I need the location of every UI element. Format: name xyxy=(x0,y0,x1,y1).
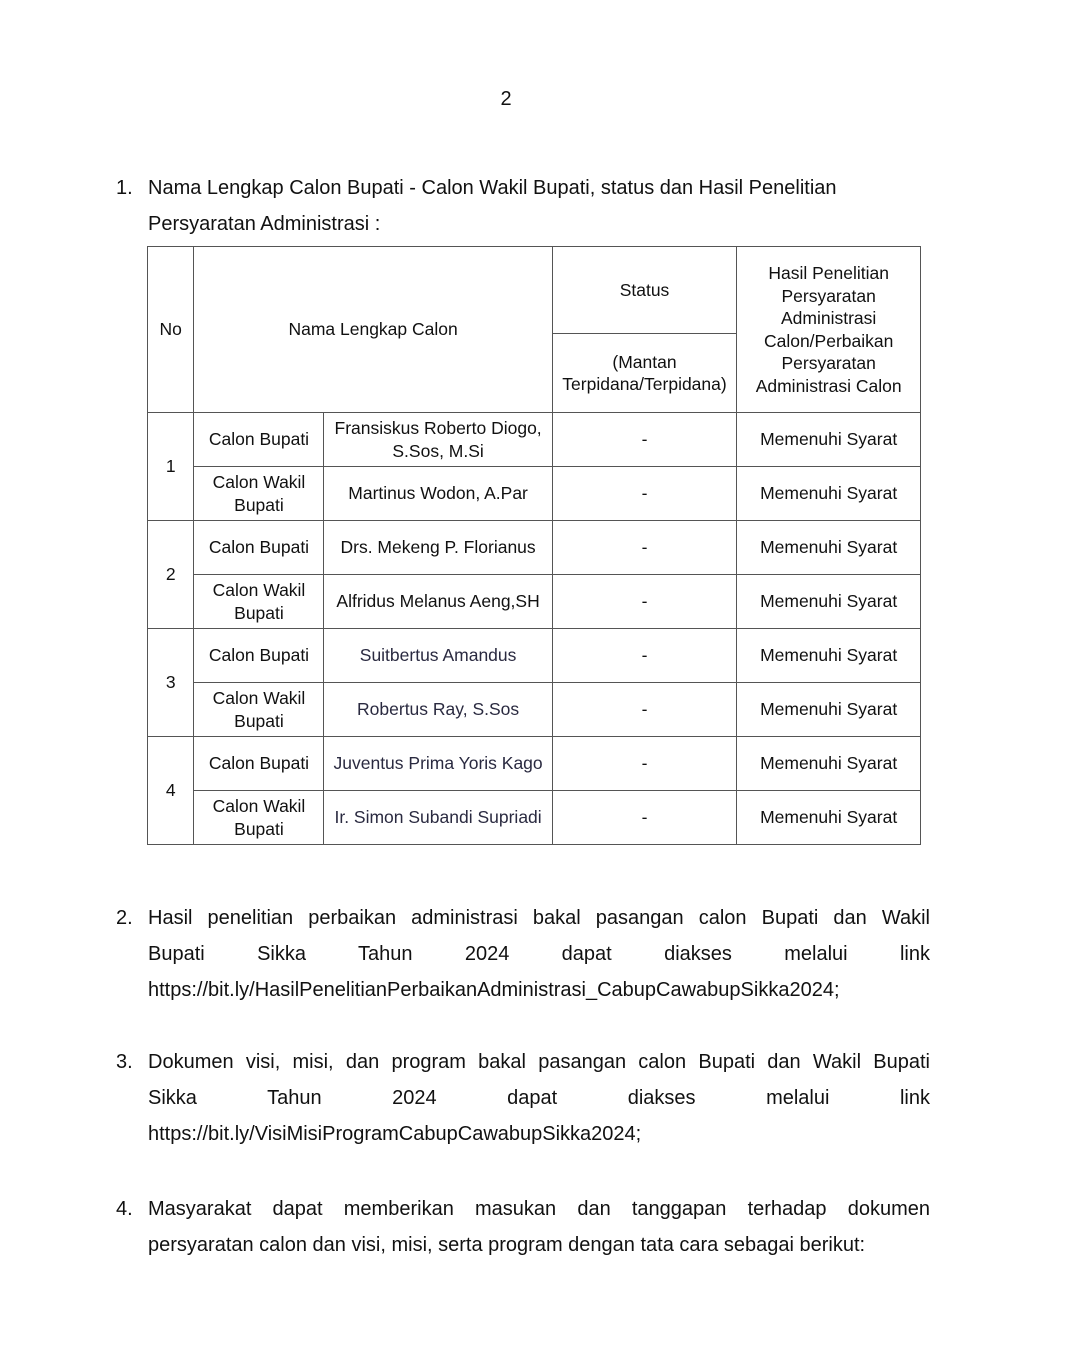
header-result-line: Hasil Penelitian xyxy=(768,263,889,283)
page-number: 2 xyxy=(500,88,512,110)
cell-role-text: Calon Wakil xyxy=(212,796,306,816)
cell-name xyxy=(324,521,552,575)
cell-name-text: S.Sos, M.Si xyxy=(392,440,484,461)
cell-name-text: Fransiskus Roberto Diogo, xyxy=(334,418,542,438)
cell-result xyxy=(737,521,921,575)
header-result-line: Persyaratan xyxy=(781,353,876,373)
cell-status xyxy=(552,683,737,737)
table-row xyxy=(148,683,921,737)
cell-name xyxy=(324,575,552,629)
cell-name xyxy=(324,413,552,467)
cell-name-text: Robertus Ray, S.Sos xyxy=(357,699,520,720)
cell-role xyxy=(194,467,324,521)
cell-status xyxy=(552,791,737,845)
cell-status-text: - xyxy=(641,699,648,720)
cell-status xyxy=(552,413,737,467)
list-number: 3. xyxy=(116,1051,133,1073)
cell-role xyxy=(194,791,324,845)
header-name: Nama Lengkap Calon xyxy=(194,247,552,413)
cell-status xyxy=(552,521,737,575)
cell-role-text: Bupati xyxy=(234,818,284,839)
cell-role xyxy=(194,737,324,791)
cell-role-text: Calon Wakil xyxy=(212,580,306,600)
table-row xyxy=(148,467,921,521)
cell-name xyxy=(324,629,552,683)
cell-role xyxy=(194,629,324,683)
header-result-line: Calon/Perbaikan xyxy=(763,330,894,351)
cell-status-text: - xyxy=(641,753,648,774)
cell-status-text: - xyxy=(641,807,648,828)
cell-role xyxy=(194,683,324,737)
list-item-2 xyxy=(116,900,930,1008)
header-result-line: Persyaratan xyxy=(781,285,876,306)
cell-status-text: - xyxy=(641,429,648,450)
table-row xyxy=(148,629,921,683)
item-text-line: Dokumen visi, misi, dan program bakal pasangan calon Bupati dan Wakil Bupati xyxy=(148,1051,930,1073)
cell-role xyxy=(194,413,324,467)
cell-role-text: Bupati xyxy=(234,602,284,623)
table-row xyxy=(148,413,921,467)
cell-status xyxy=(552,629,737,683)
header-status-sub-line: (Mantan xyxy=(612,351,677,372)
cell-status-text: - xyxy=(641,537,648,558)
cell-result-text: Memenuhi Syarat xyxy=(760,807,898,828)
cell-status xyxy=(552,575,737,629)
cell-status-text: - xyxy=(641,591,648,612)
cell-result-text: Memenuhi Syarat xyxy=(760,483,898,504)
item-text-line: Sikka Tahun 2024 dapat diakses melalui link xyxy=(148,1087,930,1109)
list-number: 4. xyxy=(116,1198,133,1220)
cell-result-text: Memenuhi Syarat xyxy=(760,591,898,612)
item-text-line: Masyarakat dapat memberikan masukan dan tanggapan terhadap dokumen xyxy=(148,1198,930,1220)
cell-role-text: Calon Bupati xyxy=(208,753,310,774)
cell-result xyxy=(737,629,921,683)
item-text-line: Hasil penelitian perbaikan administrasi bakal pasangan calon Bupati dan Wakil xyxy=(148,907,930,929)
cell-status-text: - xyxy=(641,645,648,666)
cell-no: 2 xyxy=(148,521,194,629)
cell-result-text: Memenuhi Syarat xyxy=(760,699,898,720)
cell-result-text: Memenuhi Syarat xyxy=(760,429,898,450)
cell-no: 4 xyxy=(148,737,194,845)
cell-role-text: Calon Wakil xyxy=(212,472,306,492)
cell-result xyxy=(737,737,921,791)
header-result-line: Administrasi xyxy=(780,308,877,328)
cell-name xyxy=(324,467,552,521)
list-item-1 xyxy=(116,170,930,242)
list-item-4 xyxy=(116,1191,930,1263)
cell-role-text: Calon Bupati xyxy=(208,537,310,558)
cell-name-text: Ir. Simon Subandi Supriadi xyxy=(334,807,542,828)
item-link[interactable]: https://bit.ly/VisiMisiProgramCabupCawabupSikka2024; xyxy=(148,1123,642,1145)
cell-result-text: Memenuhi Syarat xyxy=(760,537,898,558)
cell-no: 1 xyxy=(148,413,194,521)
header-no: No xyxy=(148,247,194,413)
cell-name xyxy=(324,683,552,737)
table-row xyxy=(148,575,921,629)
cell-status xyxy=(552,467,737,521)
cell-name-text: Suitbertus Amandus xyxy=(359,645,517,666)
cell-name-text: Juventus Prima Yoris Kago xyxy=(333,753,543,774)
header-status: Status xyxy=(552,247,737,334)
cell-role-text: Bupati xyxy=(234,710,284,731)
cell-name-text: Drs. Mekeng P. Florianus xyxy=(340,537,536,558)
item-text-line: persyaratan calon dan visi, misi, serta program dengan tata cara sebagai berikut: xyxy=(148,1234,866,1256)
cell-role-text: Calon Wakil xyxy=(212,688,306,708)
header-status-sub-line: Terpidana/Terpidana) xyxy=(562,374,727,394)
cell-status-text: - xyxy=(641,483,648,504)
item-text-line: Bupati Sikka Tahun 2024 dapat diakses melalui link xyxy=(148,943,930,965)
cell-status xyxy=(552,737,737,791)
cell-name-text: Alfridus Melanus Aeng,SH xyxy=(336,591,540,612)
cell-role-text: Calon Bupati xyxy=(208,429,310,450)
item-link[interactable]: https://bit.ly/HasilPenelitianPerbaikanAdministrasi_CabupCawabupSikka2024; xyxy=(148,979,840,1001)
cell-result xyxy=(737,413,921,467)
table-row xyxy=(148,791,921,845)
cell-result xyxy=(737,791,921,845)
cell-result-text: Memenuhi Syarat xyxy=(760,645,898,666)
cell-result xyxy=(737,467,921,521)
cell-result xyxy=(737,683,921,737)
cell-no: 3 xyxy=(148,629,194,737)
cell-role xyxy=(194,521,324,575)
cell-name xyxy=(324,737,552,791)
header-status-sub xyxy=(552,334,737,413)
list-item-3 xyxy=(116,1044,930,1152)
list-number: 1. xyxy=(116,177,133,199)
list-number: 2. xyxy=(116,907,133,929)
header-result xyxy=(737,247,921,413)
cell-result xyxy=(737,575,921,629)
candidate-table xyxy=(147,246,921,845)
table-row xyxy=(148,521,921,575)
cell-result-text: Memenuhi Syarat xyxy=(760,753,898,774)
table-row xyxy=(148,737,921,791)
header-result-line: Administrasi Calon xyxy=(755,375,902,396)
cell-role xyxy=(194,575,324,629)
cell-name-text: Martinus Wodon, A.Par xyxy=(348,483,528,504)
cell-role-text: Bupati xyxy=(234,494,284,515)
cell-name xyxy=(324,791,552,845)
cell-role-text: Calon Bupati xyxy=(208,645,310,666)
item-text-line: Nama Lengkap Calon Bupati - Calon Wakil Bupati, status dan Hasil Penelitian xyxy=(148,177,837,199)
item-text-line: Persyaratan Administrasi : xyxy=(148,213,381,235)
